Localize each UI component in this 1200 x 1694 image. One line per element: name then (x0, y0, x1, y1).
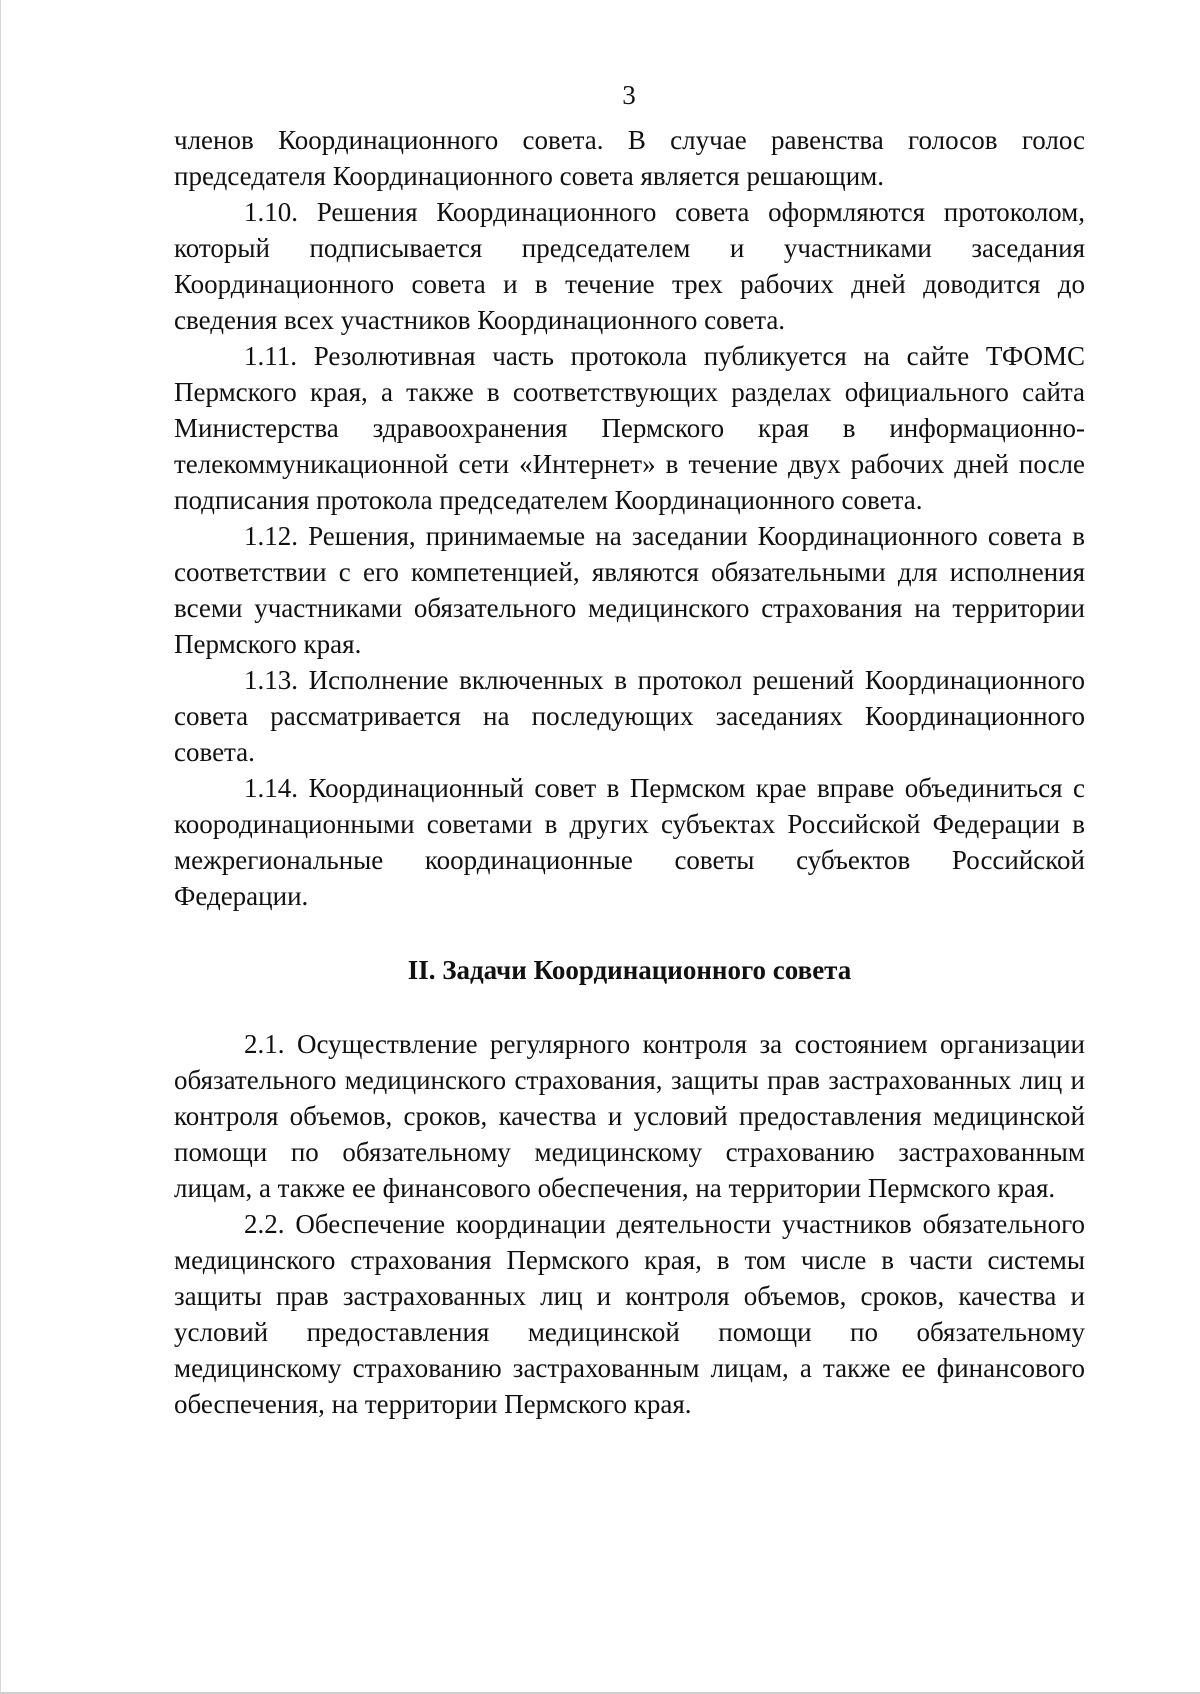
paragraph-1-13: 1.13. Исполнение включенных в протокол решений Координационного совета рассматривается на последующих заседаниях Координационного совета. (174, 665, 1085, 767)
paragraph-2-2: 2.2. Обеспечение координации деятельности участников обязательного медицинского страхования Пермского края, в том числе в части системы защиты прав застрахованных лиц и контроля объемов, сроков, качества и условий предоставления медицинской помощи по обязательному медицинскому страхованию застрахованным лицам, а также ее финансового обеспечения, на территории Пермского края. (174, 1209, 1085, 1419)
document-body (174, 122, 1085, 1422)
paragraph-1-11: 1.11. Резолютивная часть протокола публикуется на сайте ТФОМС Пермского края, а также в соответствующих разделах официального сайта Министерства здравоохранения Пермского края в информационно-телекоммуникационной сети «Интернет» в течение двух рабочих дней после подписания протокола председателем Координационного совета. (174, 341, 1085, 515)
scan-edge-left (0, 0, 1, 1694)
section-heading: II. Задачи Координационного совета (407, 955, 852, 985)
paragraph-1-10: 1.10. Решения Координационного совета оформляются протоколом, который подписывается председателем и участниками заседания Координационного совета и в течение трех рабочих дней доводится до сведения всех участников Координационного совета. (174, 197, 1085, 335)
paragraph-continuation: членов Координационного совета. В случае равенства голосов голос председателя Координационного совета является решающим. (174, 125, 1085, 191)
paragraph-2-1: 2.1. Осуществление регулярного контроля за состоянием организации обязательного медицинского страхования, защиты прав застрахованных лиц и контроля объемов, сроков, качества и условий предоставления медицинской помощи по обязательному медицинскому страхованию застрахованным лицам, а также ее финансового обеспечения, на территории Пермского края. (174, 1029, 1085, 1203)
paragraph-1-14: 1.14. Координационный совет в Пермском крае вправе объединиться с коородинационными советами в других субъектах Российской Федерации в межрегиональные координационные советы субъектов Российской Федерации. (174, 773, 1085, 911)
page-number: 3 (622, 80, 636, 110)
paragraph-1-12: 1.12. Решения, принимаемые на заседании Координационного совета в соответствии с его компетенцией, являются обязательными для исполнения всеми участниками обязательного медицинского страхования на территории Пермского края. (174, 521, 1085, 659)
